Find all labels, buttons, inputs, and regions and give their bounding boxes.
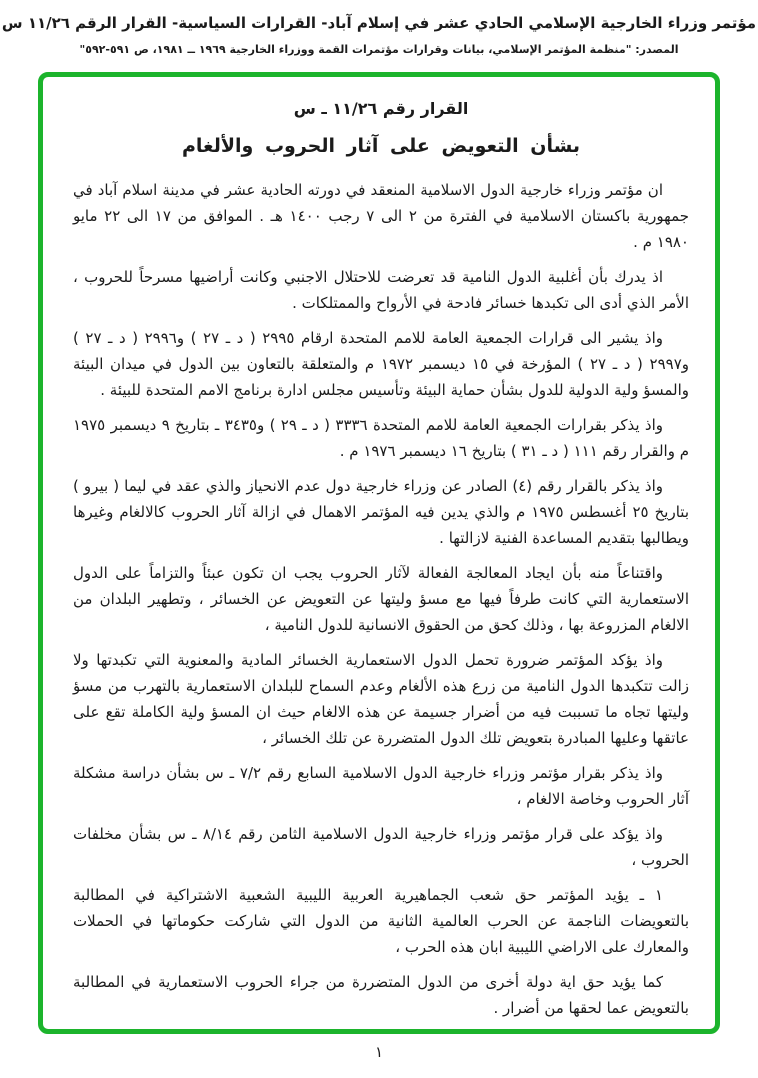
paragraph-preamble-seventh-icfm: واذ يذكر بقرار مؤتمر وزراء خارجية الدول الاسلامية السابع رقم ٧/٢ ـ س بشأن دراسة مشكلة آثار الحروب وخاصة الالغام ، [73, 764, 689, 808]
resolution-title: بشأن التعويض على آثار الحروب والألغام [181, 135, 581, 157]
paragraph-preamble-eighth-icfm: واذ يؤكد على قرار مؤتمر وزراء خارجية الدول الاسلامية الثامن رقم ٨/١٤ ـ س بشأن مخلفات الحروب ، [73, 825, 689, 869]
paragraph-preamble-conviction: واقتناعاً منه بأن ايجاد المعالجة الفعالة لآثار الحروب يجب ان تكون عبئاً والتزاماً على الدول الاستعمارية التي كانت طرفاً فيها مع مسؤ وليتها عن التعويض عن الخسائر ، وتطهير البلدان من الالغام المزروعة بها ، وذلك كحق من الحقوق الانسانية للدول النامية ، [73, 564, 689, 634]
paragraph-preamble-nonaligned-lima: واذ يذكر بالقرار رقم (٤) الصادر عن وزراء خارجية دول عدم الانحياز والذي عقد في ليما ( بيرو ) بتاريخ ٢٥ أغسطس ١٩٧٥ م والذي يدين فيه المؤتمر الاهمال في ازالة آثار الحروب كالالغام وغيرها ويطالبها بتقديم المساعدة الفنية لازالتها . [73, 477, 689, 547]
paragraph-preamble-un-resolutions-environment: واذ يشير الى قرارات الجمعية العامة للامم المتحدة ارقام ٢٩٩٥ ( د ـ ٢٧ ) و٢٩٩٦ ( د ـ ٢٧ ) و٢٩٩٧ ( د ـ ٢٧ ) المؤرخة في ١٥ ديسمبر ١٩٧٢ م والمتعلقة بالتعاون بين الدول في ميدان البيئة والمسؤ ولية الدولية للدول بشأن حماية البيئة وتأسيس مجلس ادارة برنامج الامم المتحدة للبيئة . [73, 329, 690, 399]
paragraph-preamble-session: ان مؤتمر وزراء خارجية الدول الاسلامية المنعقد في دورته الحادية عشر في مدينة اسلام آباد في جمهورية باكستان الاسلامية في الفترة من ٢ الى ٧ رجب ١٤٠٠ هـ . الموافق من ١٧ الى ٢٢ مايو ١٩٨٠ م . [73, 181, 690, 251]
paragraph-operative-other-states: كما يؤيد حق اية دولة أخرى من الدول المتضررة من جراء الحروب الاستعمارية في المطالبة بالتعويض عما لحقها من أضرار . [73, 973, 689, 1017]
header-source: المصدر: "منظمة المؤتمر الإسلامي، بيانات وقرارات مؤتمرات القمة ووزراء الخارجية ١٩٦٩ ــ ١٩٨١، ص ٥٩١-٥٩٢" [79, 43, 679, 56]
paragraph-preamble-un-resolutions-dates: واذ يذكر بقرارات الجمعية العامة للامم المتحدة ٣٣٣٦ ( د ـ ٢٩ ) و٣٤٣٥ ـ بتاريخ ٩ ديسمبر ١٩٧٥ م والقرار رقم ١١١ ( د ـ ٣١ ) بتاريخ ١٦ ديسمبر ١٩٧٦ م . [73, 416, 689, 460]
paragraph-preamble-occupation: اذ يدرك بأن أغلبية الدول النامية قد تعرضت للاحتلال الاجنبي وكانت أراضيها مسرحاً للحروب ، الأمر الذي أدى الى تكبدها خسائر فادحة في الأرواح والممتلكات . [73, 268, 689, 312]
resolution-number: القرار رقم ١١/٢٦ ـ س [293, 99, 469, 118]
resolution-body [73, 177, 689, 1021]
paragraph-preamble-colonial-responsibility: واذ يؤكد المؤتمر ضرورة تحمل الدول الاستعمارية الخسائر المادية والمعنوية التي تكبدتها ولا زالت تتكبدها الدول النامية من زرع هذه الألغام وعدم السماح للبلدان الاستعمارية بالتهرب من مسؤ وليتها تجاه ما تسببت فيه من أضرار جسيمة عن هذه الالغام حيث ان المسؤ ولية الكاملة تقع على عاتقها وعليها المبادرة بتعويض تلك الدول المتضررة عن تلك الخسائر ، [73, 651, 689, 747]
header-title: مؤتمر وزراء الخارجية الإسلامي الحادي عشر في إسلام آباد- القرارات السياسية- القرار الرقم ١١/٢٦ س [1, 14, 757, 32]
paragraph-operative-1-libya: ١ ـ يؤيد المؤتمر حق شعب الجماهيرية العربية الليبية الشعبية الاشتراكية في المطالبة بالتعويضات الناجمة عن الحرب العالمية الثانية من الدول التي شاركت حكوماتها في الحملات والمعارك على الاراضي الليبية ابان هذه الحرب ، [73, 886, 689, 956]
resolution-box [38, 72, 720, 1034]
document-header [0, 0, 758, 57]
page-number: ١ [374, 1043, 384, 1061]
